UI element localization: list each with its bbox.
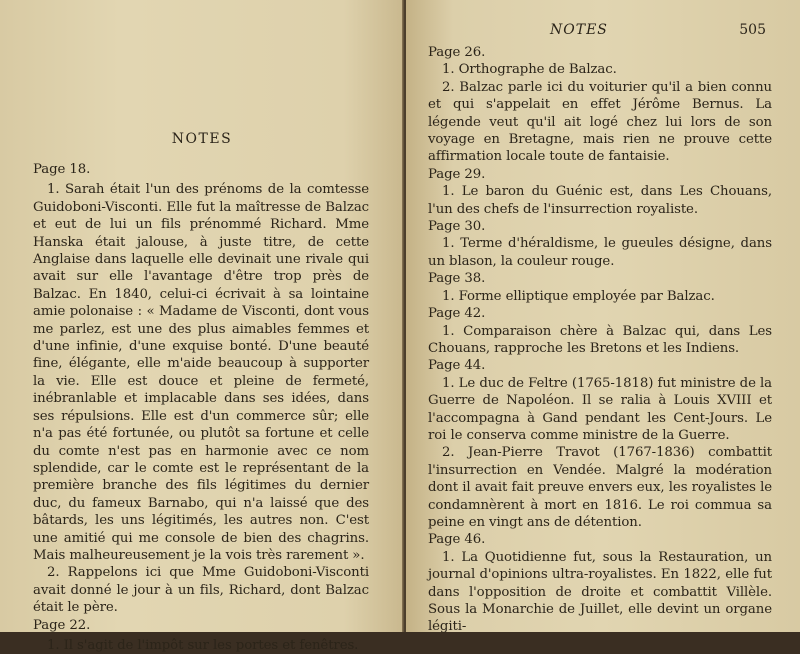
- page-reference: Page 26.: [428, 45, 486, 60]
- note-paragraph: 1. Orthographe de Balzac.: [442, 62, 617, 78]
- right-page: [406, 0, 800, 635]
- running-head: NOTES: [550, 22, 608, 38]
- page-reference: Page 29.: [428, 166, 486, 182]
- note-paragraph: 2. Rappelons ici que Mme Guidoboni-Visconti avait donné le jour à un fils, Richard, dont Balzac était le père.: [33, 565, 369, 616]
- note-paragraph: 2. Jean-Pierre Travot (1767-1836) combattit l'insurrection en Vendée. Malgré la modération dont il avait fait preuve envers eux, les royalistes le condamnèrent à mort en 1816. Le roi commua sa peine en vingt ans de détention.: [428, 445, 772, 530]
- page-reference: Page 44.: [428, 358, 486, 374]
- note-paragraph: 1. Il s'agit de l'impôt sur les portes et fenêtres.: [47, 637, 359, 653]
- page-reference: Page 38.: [428, 271, 486, 287]
- note-paragraph: 2. Balzac parle ici du voiturier qu'il a bien connu et qui s'appelait en effet Jérôme Bernus. La légende veut qu'il ait logé chez lui lors de son voyage en Bretagne, mais rien ne prouve cette affirmation locale toute de fantaisie.: [428, 79, 772, 165]
- note-section: [428, 357, 772, 531]
- note-section: [428, 305, 772, 357]
- page-reference: Page 22.: [33, 617, 91, 633]
- note-paragraph: 1. Le baron du Guénic est, dans Les Chouans, l'un des chefs de l'insurrection royaliste.: [428, 184, 772, 217]
- note-section: [33, 617, 369, 654]
- left-notes-text: [33, 161, 369, 654]
- note-paragraph: 1. Le duc de Feltre (1765-1818) fut ministre de la Guerre de Napoléon. Il se ralia à Louis XVIII et l'accompagna à Gand pendant les Cent-Jours. Le roi le conserva comme ministre de la Guerre.: [428, 375, 772, 443]
- note-section: [33, 161, 369, 617]
- note-section: [428, 166, 772, 218]
- chapter-heading: NOTES: [171, 131, 233, 147]
- note-section: [428, 218, 772, 270]
- page-reference: Page 30.: [428, 219, 486, 235]
- note-paragraph: 1. La Quotidienne fut, sous la Restauration, un journal d'opinions ultra-royalistes. En 1822, elle fut dans l'opposition de droite et combattit Villèle. Sous la Monarchie de Juillet, elle devint un organe légiti-: [428, 549, 772, 635]
- page-reference: Page 46.: [428, 532, 486, 548]
- note-section: [428, 270, 772, 305]
- note-section: [428, 531, 772, 635]
- right-notes-text: [428, 44, 772, 636]
- note-section: [428, 44, 772, 166]
- note-paragraph: 1. Forme elliptique employée par Balzac.: [442, 288, 715, 304]
- page-reference: Page 42.: [428, 306, 486, 322]
- note-paragraph: 1. Sarah était l'un des prénoms de la comtesse Guidoboni-Visconti. Elle fut la maîtresse de Balzac et eut de lui un fils prénommé Richard. Mme Hanska était jalouse, à juste titre, de cette Anglaise dans laquelle elle devinait une rivale qui avait sur elle l'avantage d'être trop près de Balzac. En 1840, celui-ci écrivait à sa lointaine amie polonaise : « Madame de Visconti, dont vous me parlez, est une des plus aimables femmes et d'une infinie, d'une exquise bonté. D'une beauté fine, élégante, elle m'aide beaucoup à supporter la vie. Elle est douce et pleine de fermeté, inébranlable et implacable dans ses idées, dans ses répulsions. Elle est d'un commerce sûr; elle n'a pas été fortunée, ou plutôt sa fortune et celle du comte n'est pas en harmonie avec ce nom splendide, car le comte est le représentant de la première branche des fils légitimes du dernier duc, du fameux Barnabo, qui n'a laissé que des bâtards, les uns légitimés, les autres non. C'est une amitié qui me console de bien des chagrins. Mais malheureusement je la vois très rarement ».: [33, 182, 369, 563]
- note-paragraph: 1. Comparaison chère à Balzac qui, dans Les Chouans, rapproche les Bretons et les Indiens.: [428, 323, 772, 356]
- note-paragraph: 1. Terme d'héraldisme, le gueules désigne, dans un blason, la couleur rouge.: [428, 236, 772, 269]
- page-number: 505: [739, 22, 766, 38]
- page-reference: Page 18.: [33, 162, 91, 177]
